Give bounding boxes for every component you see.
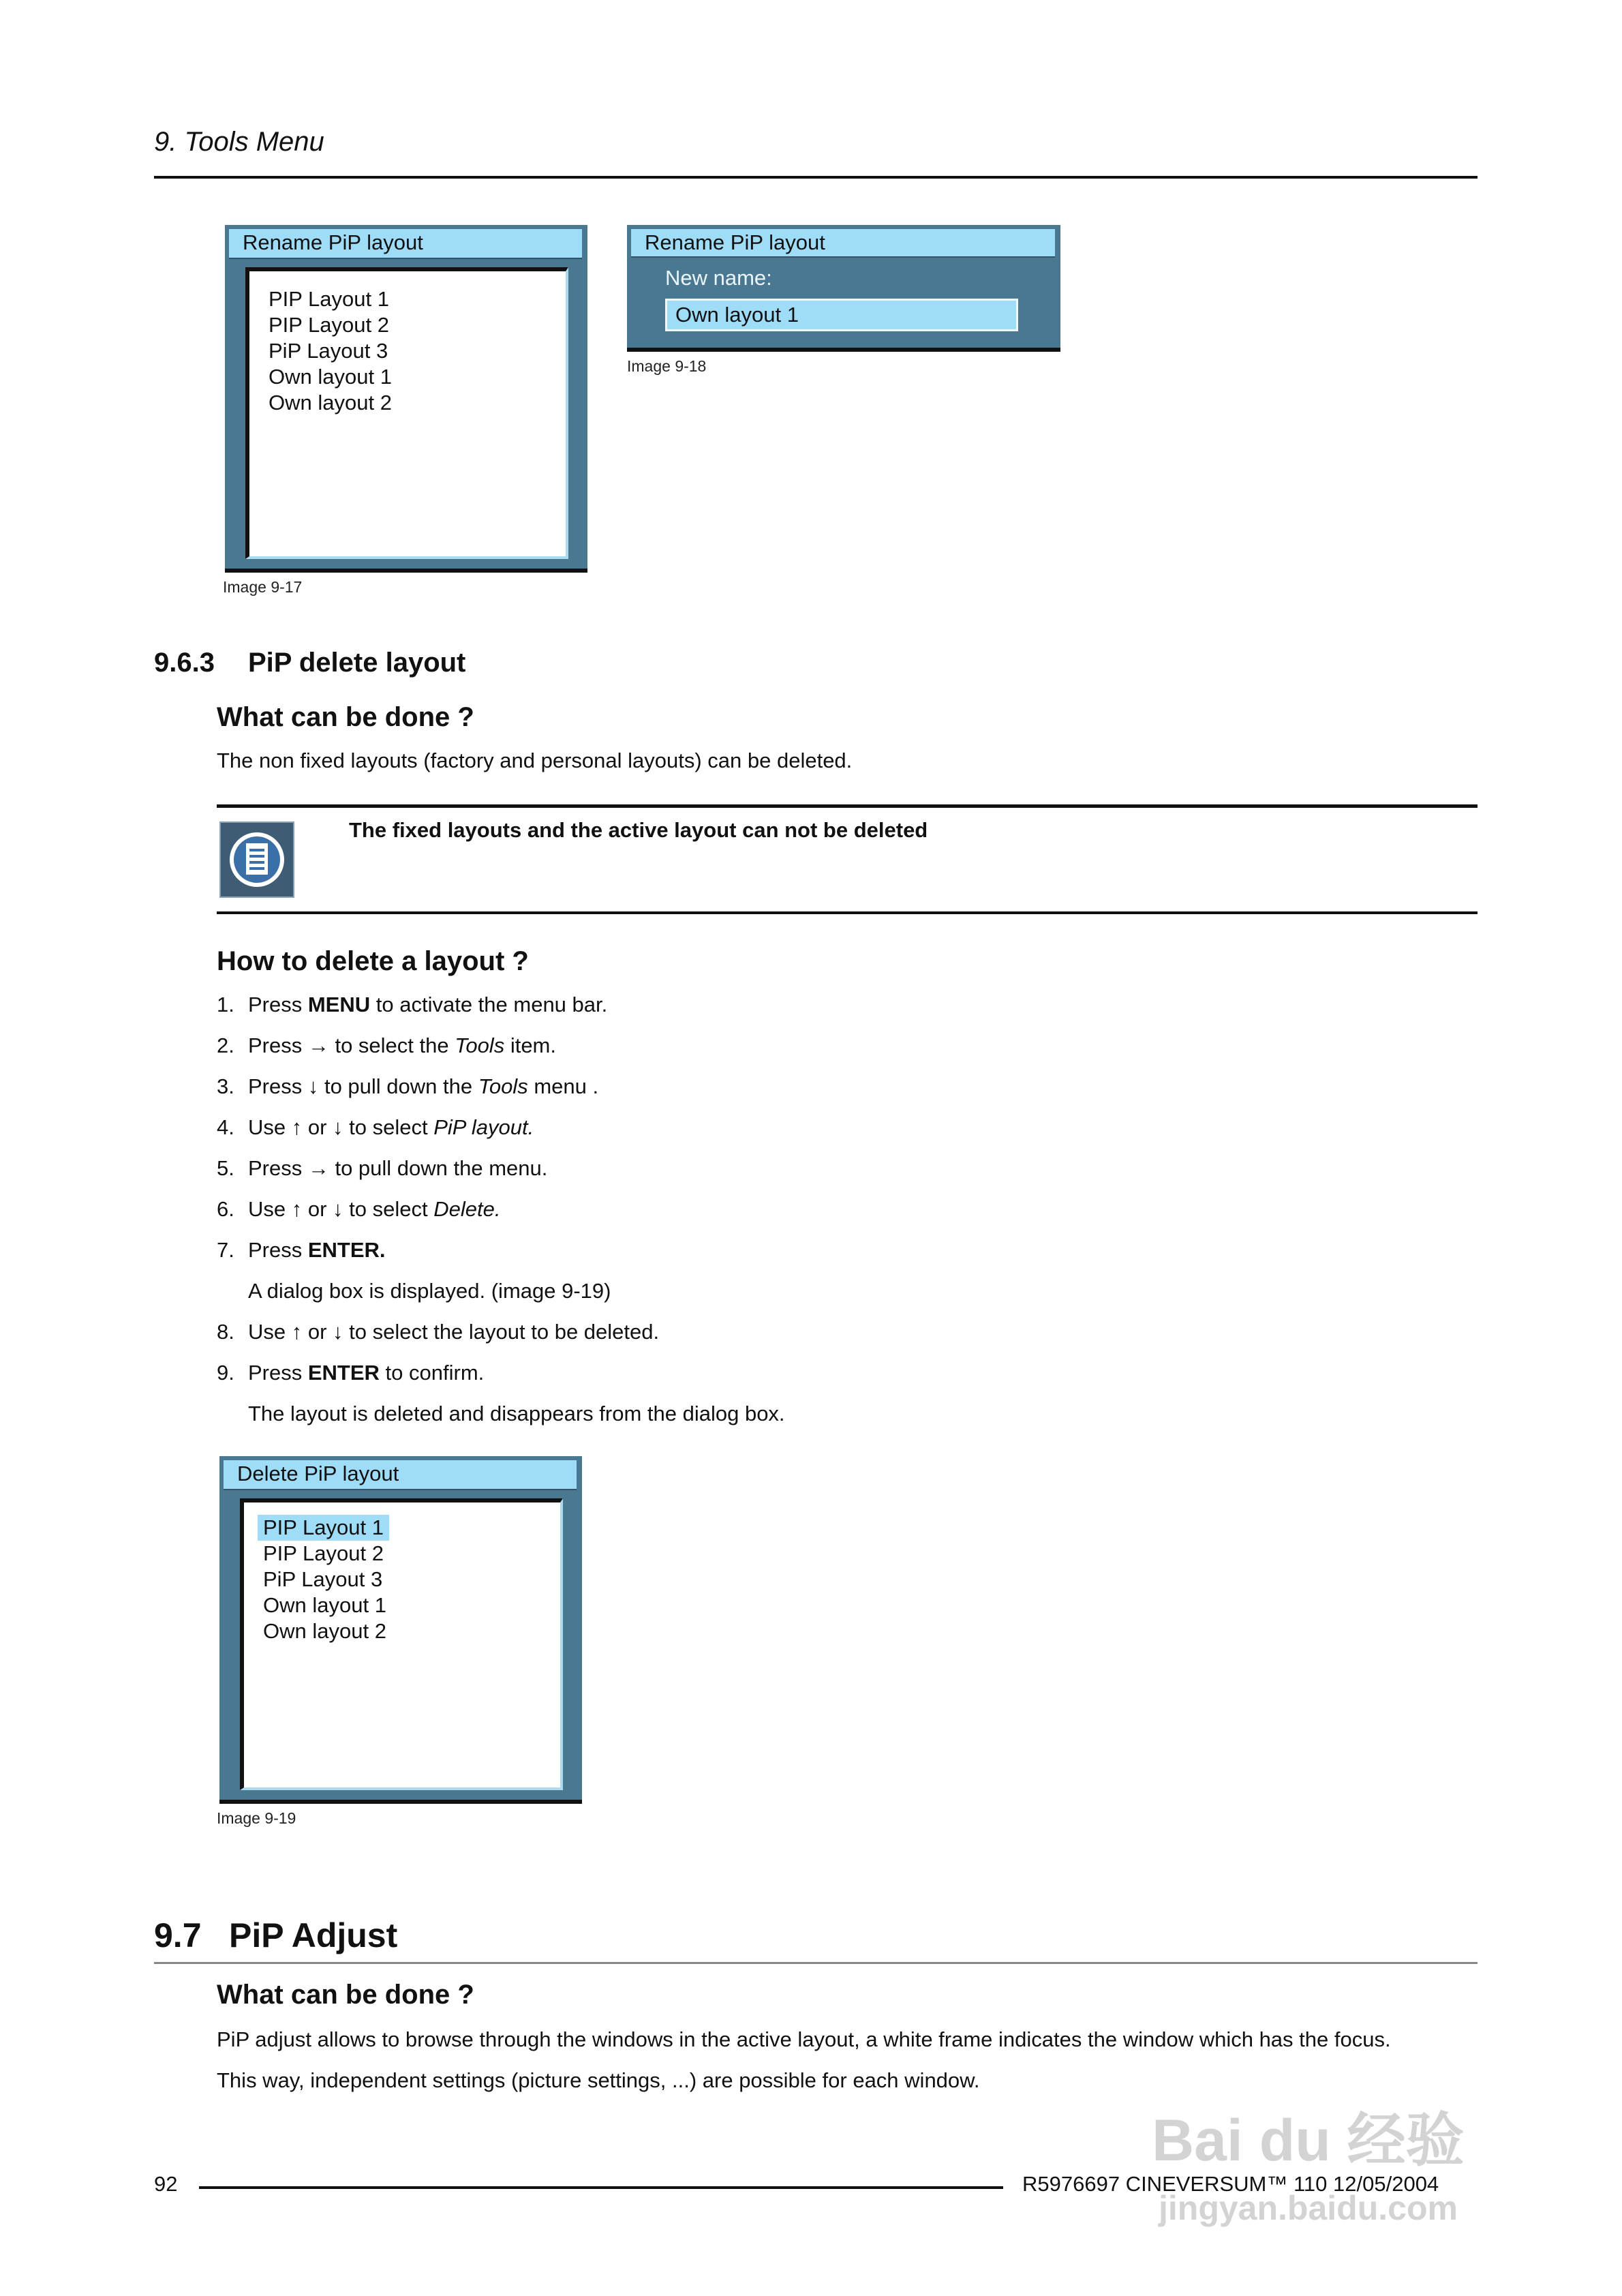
rename-field-dialog [627,225,1060,350]
list-item-selected[interactable]: PIP Layout 1 [258,1515,389,1541]
what-text: The non fixed layouts (factory and personal layouts) can be deleted. [217,749,853,772]
paragraph: This way, independent settings (picture settings, ...) are possible for each window. [217,2068,980,2092]
document-reference: R5976697 CINEVERSUM™ 110 12/05/2004 [1022,2172,1439,2196]
section-number: 9.7 [154,1916,202,1954]
dialog-titlebar: Rename PiP layout [229,229,582,259]
step-number: 9. [217,1361,234,1385]
what-heading: What can be done ? [217,1980,474,2010]
list-item[interactable]: Own layout 2 [269,391,392,414]
watermark-url: jingyan.baidu.com [1159,2189,1458,2227]
list-item[interactable]: PIP Layout 2 [263,1541,384,1565]
new-name-input[interactable]: Own layout 1 [665,299,1018,331]
list-item[interactable]: Own layout 1 [263,1593,386,1617]
step-text: Press ENTER. [248,1238,386,1262]
step-text: Use ↑ or ↓ to select PiP layout. [248,1115,534,1139]
layout-listbox[interactable] [240,1498,563,1790]
list-item[interactable]: PIP Layout 1 [269,287,389,311]
step-number: 8. [217,1320,234,1344]
list-item[interactable]: PiP Layout 3 [263,1567,383,1591]
step-text: Press ENTER to confirm. [248,1361,485,1385]
note-rule-top [217,804,1478,808]
page-number: 92 [154,2172,178,2196]
step-text: Press → to pull down the menu. [248,1156,548,1180]
note-rule-bottom [217,911,1478,914]
step-text: Press MENU to activate the menu bar. [248,993,608,1016]
section-title: PiP delete layout [248,648,466,678]
list-item[interactable]: Own layout 1 [269,365,392,389]
image-caption: Image 9-19 [217,1809,296,1827]
note-text: The fixed layouts and the active layout can not be deleted [349,818,928,842]
new-name-label: New name: [665,266,772,290]
running-title: 9. Tools Menu [154,127,324,157]
footer-rule [199,2186,1003,2189]
dialog-shadow [627,348,1060,352]
step-number: 2. [217,1033,234,1057]
section-number: 9.6.3 [154,648,215,678]
list-item[interactable]: PIP Layout 2 [269,313,389,337]
step-result: The layout is deleted and disappears from the dialog box. [248,1402,785,1425]
step-text: Press ↓ to pull down the Tools menu . [248,1074,599,1098]
rename-list-dialog [225,225,587,571]
layout-listbox[interactable] [245,267,568,559]
delete-layout-dialog [219,1456,582,1802]
section-rule [154,1962,1478,1964]
step-number: 3. [217,1074,234,1098]
step-number: 1. [217,993,234,1016]
step-text: Use ↑ or ↓ to select the layout to be deleted. [248,1320,660,1344]
how-heading: How to delete a layout ? [217,946,529,976]
step-number: 4. [217,1115,234,1139]
step-text: Press → to select the Tools item. [248,1033,556,1057]
image-caption: Image 9-17 [223,578,303,596]
note-document-icon [219,821,294,898]
watermark-logo: Bai du 经验 [1152,2108,1465,2173]
dialog-titlebar: Delete PiP layout [224,1460,577,1490]
step-number: 6. [217,1197,234,1221]
image-caption: Image 9-18 [627,357,707,375]
dialog-shadow [225,569,587,573]
step-text: Use ↑ or ↓ to select Delete. [248,1197,501,1221]
header-rule [154,176,1478,179]
section-title: PiP Adjust [229,1916,398,1954]
dialog-titlebar: Rename PiP layout [631,229,1055,258]
what-heading: What can be done ? [217,702,474,732]
step-number: 5. [217,1156,234,1180]
dialog-shadow [219,1800,582,1804]
list-item[interactable]: Own layout 2 [263,1619,386,1643]
step-number: 7. [217,1238,234,1262]
step-result: A dialog box is displayed. (image 9-19) [248,1279,611,1303]
list-item[interactable]: PiP Layout 3 [269,339,388,363]
paragraph: PiP adjust allows to browse through the windows in the active layout, a white frame indicates the window which has the focus. [217,2027,1391,2051]
